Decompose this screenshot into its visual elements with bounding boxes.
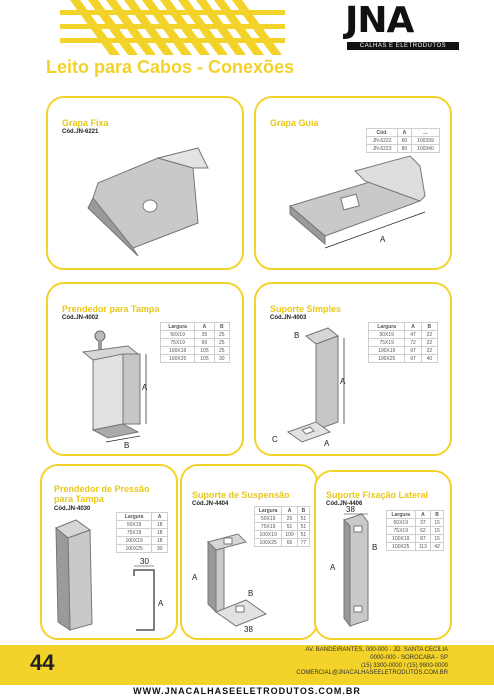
card-grapa-fixa: [46, 96, 244, 270]
dim-a-bottom: A: [324, 439, 330, 448]
card-title: Prendedor de Pressão para Tampa: [54, 484, 150, 504]
spec-table: Largura A B 50X19 47 22 75X19 72 22 100X19 97 22 100X25 97 40: [368, 322, 438, 363]
dim-c: C: [272, 435, 278, 444]
page-title: Leito para Cabos - Conexões: [46, 57, 295, 77]
dim-a: A: [142, 383, 148, 392]
card-prendedor-pressao: [40, 464, 178, 640]
dim-a: A: [340, 377, 346, 386]
footer-address: AV. BANDEIRANTES, 000-000 - JD. SANTA CECÍLIA 0000-000 - SOROCABA - SP (15) 3300-0000 / (15) 9900-0000 COMERCIAL@JNACALHASEELETRODUTOS.COM.BR: [296, 647, 448, 677]
card-suporte-simples: [254, 282, 452, 456]
dim-a: A: [192, 573, 198, 582]
dim-c: 38: [244, 625, 253, 634]
dim-a: A: [330, 563, 336, 572]
card-code: Cód.JN-6221: [62, 129, 99, 135]
card-prendedor-tampa: [46, 282, 244, 456]
spec-table: Largura A B 50X19 25 51 75X19 51 51 100X19 100 51 100X25 65 77: [254, 506, 310, 547]
dim-b: B: [124, 441, 130, 450]
dim-top: 30: [140, 557, 149, 566]
spec-table: Largura A 50X19 18 75X19 18 100X19 18 100X25 30: [116, 512, 168, 553]
prendedor-pressao-drawing: [50, 514, 174, 634]
card-code: Cód.JN-4406: [326, 501, 363, 507]
card-code: Cód.JN-4030: [54, 506, 91, 512]
card-grapa-guia: [254, 96, 452, 270]
card-code: Cód.JN-4002: [62, 315, 99, 321]
card-title: Grapa Guia: [270, 118, 319, 128]
suporte-simples-drawing: [266, 324, 366, 449]
card-code: Cód.JN-4003: [270, 315, 307, 321]
card-title: Grapa Fixa: [62, 118, 109, 128]
brand-logo: [345, 0, 465, 49]
spec-table: Largura A B 50X19 35 25 75X19 60 25 100X19 105 25 100X25 105 30: [160, 322, 230, 363]
dim-a: A: [380, 235, 386, 244]
grapa-guia-drawing: [280, 156, 440, 261]
suporte-suspensao-drawing: [186, 530, 312, 634]
card-title: Suporte de Suspensão: [192, 490, 290, 500]
card-title: Suporte Fixação Lateral: [326, 490, 429, 500]
logo-tagline: CALHAS E ELETRODUTOS: [347, 42, 459, 50]
spec-table: Largura A B 50X19 37 15 75X19 62 15 100X19 87 15 100X25 113 42: [386, 510, 444, 551]
dim-b: B: [294, 331, 300, 340]
grapa-fixa-drawing: [88, 138, 218, 258]
spec-table: Cód. A ... JN-6222 60 100339 JN-6223 80 100340: [366, 128, 440, 153]
suporte-fixacao-drawing: [322, 505, 386, 634]
dim-b: B: [248, 589, 254, 598]
card-code: Cód.JN-4404: [192, 501, 229, 507]
page-number: 44: [30, 650, 55, 675]
prendedor-tampa-drawing: [78, 324, 198, 449]
website-url[interactable]: WWW.JNACALHASEELETRODUTOS.COM.BR: [133, 686, 361, 696]
card-title: Prendedor para Tampa: [62, 304, 160, 314]
dim-top: 38: [346, 505, 355, 514]
dim-a: A: [158, 599, 164, 608]
logo-text: JNA: [345, 0, 414, 41]
card-suporte-fixacao: [314, 470, 452, 640]
dim-b: B: [372, 543, 378, 552]
header-mesh-graphic: [0, 0, 290, 55]
card-title: Suporte Simples: [270, 304, 342, 314]
card-suporte-suspensao: [180, 464, 318, 640]
footer-bar: [0, 645, 494, 685]
